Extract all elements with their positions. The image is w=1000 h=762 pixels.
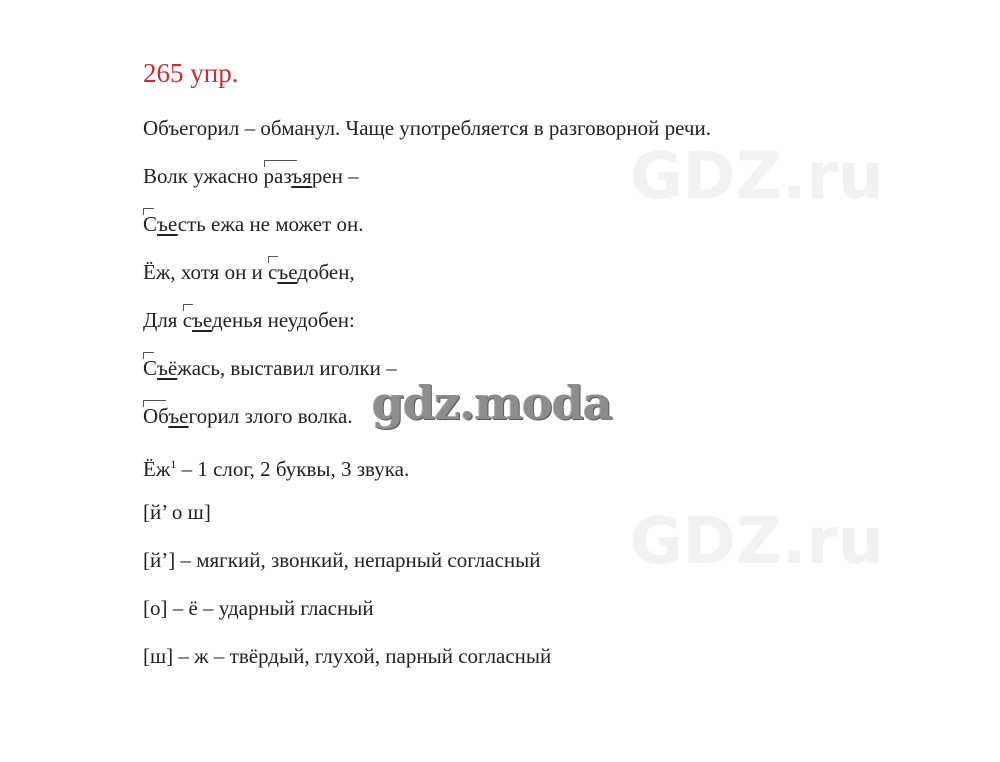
text-line-12: [ш] – ж – твёрдый, глухой, парный согласный: [143, 644, 552, 668]
text-line-10: [й’] – мягкий, звонкий, непарный согласный: [143, 548, 541, 572]
text-line-1: Объегорил – обманул. Чаще употребляется в разговорной речи.: [143, 116, 711, 140]
line5-underlined: ъе: [192, 308, 212, 332]
text-line-4: [143, 258, 355, 286]
line2-part-d: рен –: [311, 164, 359, 188]
line5-part-a: Для: [143, 308, 183, 332]
text-line-6: [143, 354, 397, 382]
line7-underlined: ъе: [168, 404, 189, 428]
line6-underlined: ъё: [157, 356, 178, 380]
line6-part-c: жась, выставил иголки –: [177, 356, 397, 380]
line5-part-d: денья неудобен:: [211, 308, 355, 332]
line3-underlined: ъе: [157, 212, 178, 236]
line3-part-c: сть ежа не может он.: [177, 212, 364, 236]
line2-part-a: Волк ужасно: [143, 164, 264, 188]
line5-prefix: с: [182, 308, 193, 332]
line8-part-b: – 1 слог, 2 буквы, 3 звука.: [176, 457, 410, 481]
text-line-7: [143, 402, 353, 430]
line4-part-a: Ёж, хотя он и: [143, 260, 269, 284]
text-line-9: [й’ о ш]: [143, 500, 211, 524]
footnote-marker: 1: [170, 457, 177, 471]
line4-part-d: добен,: [297, 260, 355, 284]
line2-underlined: ъя: [291, 164, 312, 188]
text-line-2: [143, 162, 359, 190]
line7-prefix: Об: [143, 404, 169, 428]
text-line-3: [143, 210, 364, 238]
line3-prefix: С: [143, 212, 158, 236]
line4-underlined: ъе: [277, 260, 298, 284]
exercise-title: 265 упр.: [143, 58, 239, 88]
watermark-faint-2: GDZ.ru: [630, 505, 884, 579]
text-line-8: [143, 450, 409, 483]
text-line-11: [о] – ё – ударный гласный: [143, 596, 374, 620]
line8-part-a: Ёж: [143, 457, 171, 481]
watermark-faint-1: GDZ.ru: [630, 140, 884, 214]
line2-prefix: раз: [263, 164, 292, 188]
gdz-moda-logo: gdz.moda: [372, 376, 612, 430]
text-line-5: [143, 306, 355, 334]
line7-part-c: горил злого волка.: [188, 404, 353, 428]
line4-prefix: с: [268, 260, 278, 284]
line6-prefix: С: [143, 356, 158, 380]
